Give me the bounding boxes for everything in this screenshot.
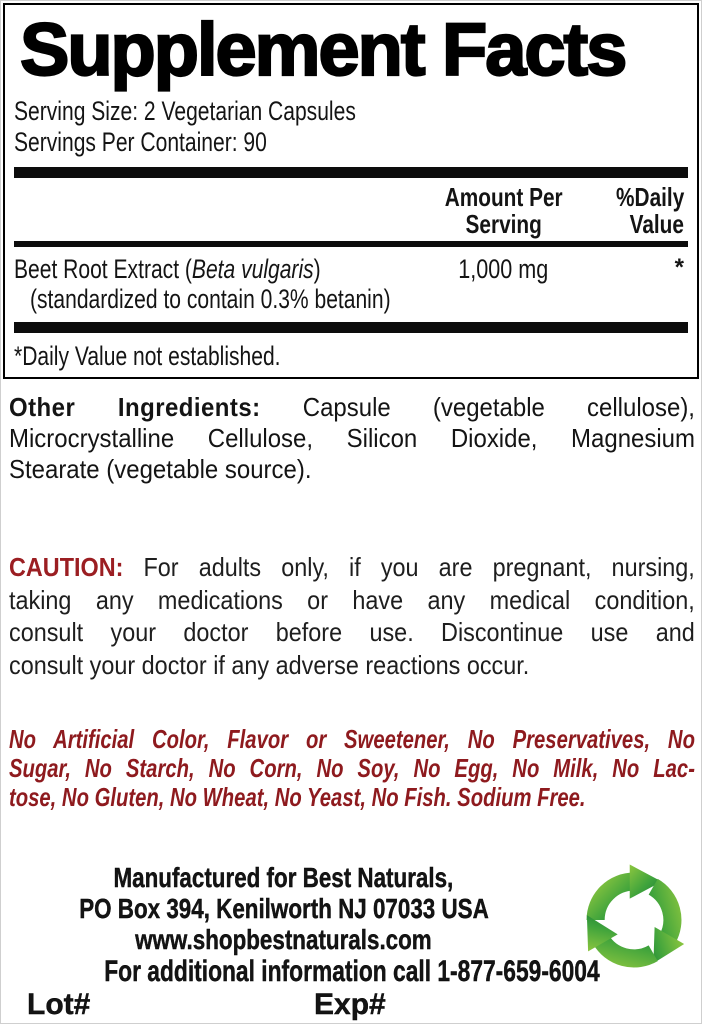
lot-exp-row	[1, 989, 701, 1023]
manufacturer-address: PO Box 394, Kenilworth NJ 07033 USA	[78, 893, 489, 924]
ingredient-name: Beet Root Extract (Beta vulgaris)	[14, 254, 321, 284]
daily-value-footnote: *Daily Value not established.	[14, 341, 281, 371]
manufacturer-block	[1, 862, 566, 955]
other-ingredients-line: Microcrystalline Cellulose, Silicon Dioxide, Magnesium	[9, 423, 695, 453]
ingredient-daily-value: *	[674, 254, 684, 281]
divider-thick-top	[14, 167, 688, 178]
ingredient-row	[14, 254, 688, 284]
supplement-facts-title: Supplement Facts	[20, 8, 626, 91]
lot-label: Lot#	[27, 988, 91, 1021]
serving-size-line: Serving Size: 2 Vegetarian Capsules	[14, 96, 356, 126]
recycle-icon	[569, 856, 699, 984]
claims-line: No Artificial Color, Flavor or Sweetener, No Preservatives, No	[9, 724, 695, 754]
claims-line: Sugar, No Starch, No Corn, No Soy, No Egg, No Milk, No Lac-	[9, 753, 695, 783]
caution-line: taking any medications or have any medical condition,	[9, 584, 695, 615]
ingredient-latin-name: Beta vulgaris	[191, 254, 314, 284]
other-ingredients-line: Other Ingredients: Capsule (vegetable cellulose),	[9, 392, 695, 422]
header-percent-daily-value: %Daily Value	[615, 182, 684, 239]
caution-label: CAUTION:	[9, 552, 124, 582]
divider-thick-bottom	[14, 322, 688, 333]
servings-per-container-line: Servings Per Container: 90	[14, 127, 267, 157]
ingredient-standardization: (standardized to contain 0.3% betanin)	[30, 284, 391, 314]
info-phone-line: For additional information call 1-877-659-6004	[104, 955, 600, 988]
header-amount-per-serving: Amount Per Serving	[444, 182, 563, 239]
header-underline	[14, 241, 688, 247]
other-ingredients-label: Other Ingredients:	[9, 392, 261, 422]
caution-line: CAUTION: For adults only, if you are pregnant, nursing,	[9, 552, 695, 582]
footer-section	[1, 862, 701, 1023]
other-ingredients-line: Stearate (vegetable source).	[9, 454, 312, 484]
manufacturer-website: www.shopbestnaturals.com	[135, 924, 432, 955]
supplement-facts-panel	[3, 3, 699, 379]
exp-label: Exp#	[314, 988, 386, 1021]
table-header-row	[14, 184, 688, 238]
manufacturer-line: Manufactured for Best Naturals,	[113, 862, 454, 893]
caution-line: consult your doctor before use. Discontinue use and	[9, 617, 695, 647]
other-ingredients-section	[9, 392, 695, 485]
claims-section	[9, 725, 695, 812]
caution-line: consult your doctor if any adverse reactions occur.	[9, 649, 530, 680]
claims-line: tose, No Gluten, No Wheat, No Yeast, No Fish. Sodium Free.	[9, 782, 586, 812]
ingredient-amount: 1,000 mg	[458, 254, 549, 284]
caution-section	[9, 551, 695, 681]
